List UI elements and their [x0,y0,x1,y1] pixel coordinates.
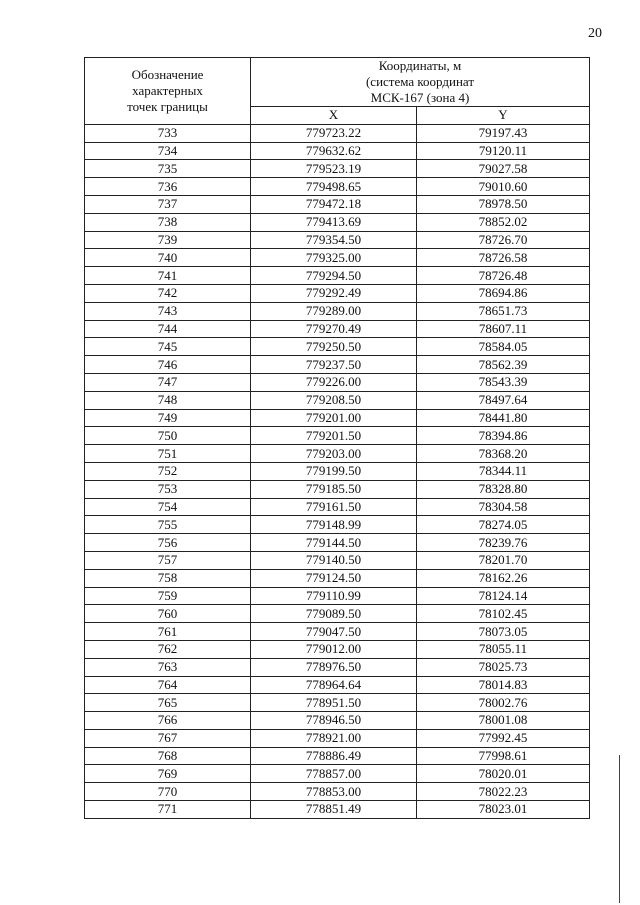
y-coordinate-cell: 79027.58 [417,160,590,178]
point-cell: 736 [85,178,251,196]
table-row [85,445,590,463]
y-coordinate-cell: 78239.76 [417,534,590,552]
point-cell: 755 [85,516,251,534]
y-coordinate-cell: 78852.02 [417,213,590,231]
x-coordinate-cell: 779294.50 [251,267,417,285]
x-coordinate-cell: 779498.65 [251,178,417,196]
table-row [85,747,590,765]
x-coordinate-cell: 779237.50 [251,356,417,374]
x-coordinate-cell: 779110.99 [251,587,417,605]
table-row [85,729,590,747]
y-coordinate-cell: 78497.64 [417,391,590,409]
x-coordinate-cell: 779140.50 [251,551,417,569]
margin-line [619,755,620,903]
table-row [85,213,590,231]
y-coordinate-cell: 78014.83 [417,676,590,694]
x-coordinate-cell: 778886.49 [251,747,417,765]
x-coordinate-cell: 778976.50 [251,658,417,676]
x-coordinate-cell: 779289.00 [251,302,417,320]
point-cell: 745 [85,338,251,356]
table-row [85,694,590,712]
x-coordinate-cell: 779208.50 [251,391,417,409]
point-cell: 761 [85,623,251,641]
table-row [85,640,590,658]
point-designation-line: характерных [132,82,203,98]
point-cell: 767 [85,729,251,747]
x-coordinate-cell: 779201.50 [251,427,417,445]
y-coordinate-cell: 78543.39 [417,373,590,391]
x-coordinate-cell: 779089.50 [251,605,417,623]
table-row [85,302,590,320]
x-coordinate-cell: 778964.64 [251,676,417,694]
table-row [85,160,590,178]
x-coordinate-cell: 778946.50 [251,712,417,730]
point-cell: 740 [85,249,251,267]
y-coordinate-cell: 78694.86 [417,284,590,302]
table-row [85,765,590,783]
table-row [85,534,590,552]
table-row [85,516,590,534]
point-cell: 771 [85,801,251,819]
y-coordinate-cell: 78022.23 [417,783,590,801]
x-coordinate-cell: 779161.50 [251,498,417,516]
table-row [85,338,590,356]
y-coordinate-cell: 78201.70 [417,551,590,569]
point-cell: 756 [85,534,251,552]
point-cell: 735 [85,160,251,178]
x-coordinate-cell: 778851.49 [251,801,417,819]
y-coordinate-cell: 78441.80 [417,409,590,427]
table-row [85,320,590,338]
point-cell: 743 [85,302,251,320]
table-header [85,58,590,125]
point-cell: 763 [85,658,251,676]
x-coordinate-cell: 779354.50 [251,231,417,249]
y-coordinate-cell: 78344.11 [417,462,590,480]
x-coordinate-cell: 779270.49 [251,320,417,338]
table-row [85,623,590,641]
x-coordinate-cell: 779203.00 [251,445,417,463]
point-cell: 733 [85,124,251,142]
x-coordinate-cell: 779472.18 [251,195,417,213]
table-row [85,498,590,516]
x-coordinate-cell: 779185.50 [251,480,417,498]
table-row [85,195,590,213]
coordinates-header [251,58,590,107]
table-row [85,284,590,302]
y-coordinate-cell: 78607.11 [417,320,590,338]
point-cell: 768 [85,747,251,765]
x-coordinate-cell: 779201.00 [251,409,417,427]
x-coordinate-cell: 778921.00 [251,729,417,747]
point-cell: 734 [85,142,251,160]
table-row [85,124,590,142]
y-coordinate-cell: 78055.11 [417,640,590,658]
point-cell: 738 [85,213,251,231]
y-coordinate-cell: 78020.01 [417,765,590,783]
table-row [85,658,590,676]
x-coordinate-cell: 779012.00 [251,640,417,658]
point-cell: 751 [85,445,251,463]
y-coordinate-cell: 79120.11 [417,142,590,160]
y-coordinate-cell: 77992.45 [417,729,590,747]
table-row [85,231,590,249]
y-coordinate-cell: 78394.86 [417,427,590,445]
point-cell: 760 [85,605,251,623]
point-cell: 749 [85,409,251,427]
table-row [85,178,590,196]
y-coordinate-cell: 78562.39 [417,356,590,374]
table-row [85,712,590,730]
y-coordinate-cell: 78368.20 [417,445,590,463]
y-coordinate-cell: 78726.70 [417,231,590,249]
table-row [85,267,590,285]
x-coordinate-cell: 779047.50 [251,623,417,641]
table-body [85,124,590,818]
x-coordinate-cell: 779144.50 [251,534,417,552]
x-coordinate-cell: 779325.00 [251,249,417,267]
point-cell: 747 [85,373,251,391]
point-cell: 765 [85,694,251,712]
point-cell: 739 [85,231,251,249]
table-row [85,480,590,498]
table-row [85,605,590,623]
point-cell: 737 [85,195,251,213]
y-coordinate-cell: 78726.58 [417,249,590,267]
y-coordinate-cell: 78328.80 [417,480,590,498]
x-coordinate-cell: 779226.00 [251,373,417,391]
y-coordinate-cell: 78162.26 [417,569,590,587]
table-row [85,551,590,569]
y-coordinate-cell: 78978.50 [417,195,590,213]
point-cell: 758 [85,569,251,587]
point-cell: 754 [85,498,251,516]
page-number: 20 [588,26,602,41]
y-coordinate-cell: 79197.43 [417,124,590,142]
table-row [85,569,590,587]
y-coordinate-cell: 78274.05 [417,516,590,534]
x-coordinate-cell: 779723.22 [251,124,417,142]
table-row [85,356,590,374]
table-row [85,462,590,480]
point-cell: 753 [85,480,251,498]
y-coordinate-cell: 78102.45 [417,605,590,623]
x-coordinate-cell: 779523.19 [251,160,417,178]
table-row [85,587,590,605]
y-coordinate-cell: 79010.60 [417,178,590,196]
table-row [85,249,590,267]
y-coordinate-cell: 78304.58 [417,498,590,516]
x-coordinate-cell: 779632.62 [251,142,417,160]
point-designation-line: Обозначение [131,66,204,82]
x-column-header: X [251,107,417,125]
point-cell: 769 [85,765,251,783]
coordinates-table [84,57,590,819]
y-coordinate-cell: 78001.08 [417,712,590,730]
point-designation-line: точек границы [127,98,208,114]
point-cell: 742 [85,284,251,302]
x-coordinate-cell: 779148.99 [251,516,417,534]
y-coordinate-cell: 78023.01 [417,801,590,819]
table-row [85,391,590,409]
table-row [85,801,590,819]
x-coordinate-cell: 779250.50 [251,338,417,356]
y-coordinate-cell: 78124.14 [417,587,590,605]
point-cell: 748 [85,391,251,409]
point-designation-header [85,58,251,125]
x-coordinate-cell: 778853.00 [251,783,417,801]
x-coordinate-cell: 779124.50 [251,569,417,587]
x-coordinate-cell: 778951.50 [251,694,417,712]
point-cell: 764 [85,676,251,694]
table-row [85,427,590,445]
coordinates-header-line: (система координат [365,74,475,89]
coordinates-header-line: МСК-167 (зона 4) [370,90,470,105]
coordinates-header-line: Координаты, м [378,58,462,73]
point-cell: 757 [85,551,251,569]
point-cell: 770 [85,783,251,801]
point-cell: 766 [85,712,251,730]
y-coordinate-cell: 77998.61 [417,747,590,765]
x-coordinate-cell: 778857.00 [251,765,417,783]
point-cell: 744 [85,320,251,338]
y-coordinate-cell: 78002.76 [417,694,590,712]
table-row [85,676,590,694]
y-coordinate-cell: 78025.73 [417,658,590,676]
y-coordinate-cell: 78073.05 [417,623,590,641]
point-cell: 759 [85,587,251,605]
x-coordinate-cell: 779413.69 [251,213,417,231]
y-column-header: Y [417,107,590,125]
table-row [85,142,590,160]
x-coordinate-cell: 779292.49 [251,284,417,302]
y-coordinate-cell: 78651.73 [417,302,590,320]
point-cell: 741 [85,267,251,285]
x-coordinate-cell: 779199.50 [251,462,417,480]
point-cell: 752 [85,462,251,480]
table-row [85,783,590,801]
y-coordinate-cell: 78726.48 [417,267,590,285]
y-coordinate-cell: 78584.05 [417,338,590,356]
table-row [85,409,590,427]
point-cell: 746 [85,356,251,374]
point-cell: 750 [85,427,251,445]
table-row [85,373,590,391]
point-cell: 762 [85,640,251,658]
